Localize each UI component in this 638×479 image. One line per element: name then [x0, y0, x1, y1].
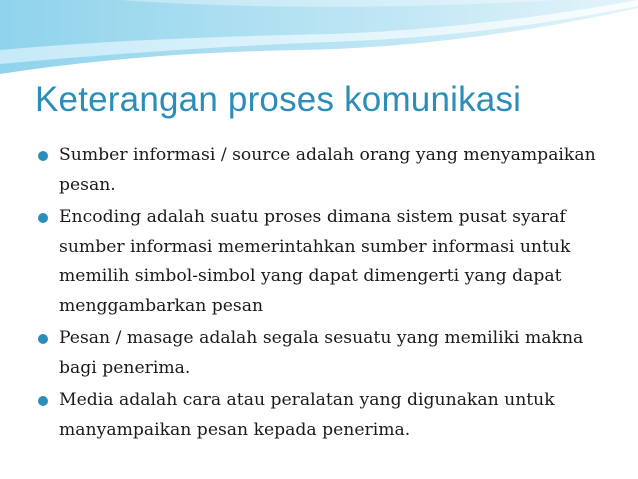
slide-title: Keterangan proses komunikasi — [35, 80, 522, 119]
bullet-dot-icon — [38, 213, 48, 223]
bullet-item — [38, 203, 608, 321]
bullet-item — [38, 141, 608, 200]
bullet-dot-icon — [38, 151, 48, 161]
bullet-item — [38, 324, 608, 383]
bullet-text: Sumber informasi / source adalah orang yang menyampaikan pesan. — [59, 145, 596, 195]
bullet-text: Pesan / masage adalah segala sesuatu yang memiliki makna bagi penerima. — [59, 328, 584, 378]
bullet-dot-icon — [38, 396, 48, 406]
bullet-dot-icon — [38, 334, 48, 344]
header-wave-decoration — [0, 0, 638, 80]
bullet-text: Encoding adalah suatu proses dimana sistem pusat syaraf sumber informasi memerintahkan sumber informasi untuk memilih simbol-simbol yang dapat dimengerti yang dapat menggambarkan pesan — [59, 207, 571, 316]
bullet-text: Media adalah cara atau peralatan yang digunakan untuk manyampaikan pesan kepada penerima. — [59, 390, 555, 440]
bullet-item — [38, 386, 608, 445]
bullet-list — [38, 141, 608, 448]
